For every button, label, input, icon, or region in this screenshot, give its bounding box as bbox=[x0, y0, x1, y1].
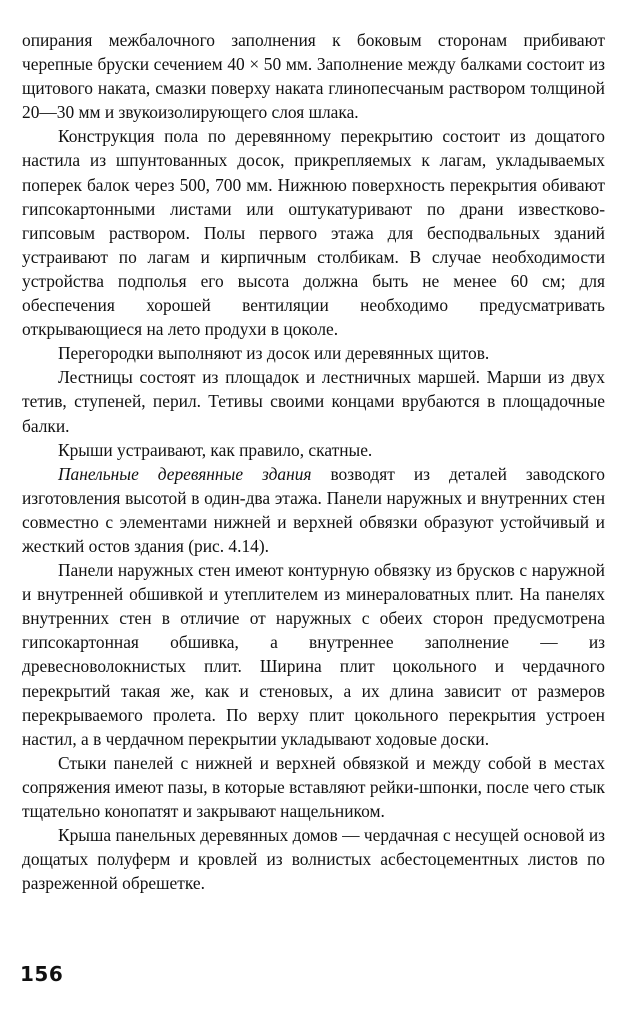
paragraph-9-text: Крыша панельных деревянных домов — чердачная с несущей основой из дощатых полуферм и кровлей из волнистых асбестоцементных листов по разреженной обрешетке. bbox=[22, 825, 605, 894]
page-body bbox=[22, 28, 605, 895]
page-number: 156 bbox=[20, 962, 64, 986]
paragraph-3 bbox=[22, 341, 605, 365]
paragraph-1-text: опирания межбалочного заполнения к боковым сторонам прибивают черепные бруски сечением 40 × 50 мм. Заполнение между балками состоит из щитового наката, смазки поверху наката глинопесчаным раствором толщиной 20—30 мм и звукоизолирующего слоя шлака. bbox=[22, 30, 605, 123]
paragraph-7 bbox=[22, 558, 605, 751]
paragraph-2-text: Конструкция пола по деревянному перекрытию состоит из дощатого настила из шпунтованных досок, прикрепляемых к лагам, укладываемых поперек балок через 500, 700 мм. Нижнюю поверхность перекрытия обивают гипсокартонными листами или оштукатуривают по драни известково-гипсовым раствором. Полы первого этажа для бесподвальных зданий устраивают по лагам и кирпичным столбикам. В случае необходимости устройства подполья его высота должна быть не менее 60 см; для обеспечения хорошей вентиляции необходимо предусматривать открывающиеся на лето продухи в цоколе. bbox=[22, 126, 605, 340]
paragraph-4-text: Лестницы состоят из площадок и лестничных маршей. Марши из двух тетив, ступеней, перил. Тетивы своими концами врубаются в площадочные балки. bbox=[22, 367, 605, 436]
paragraph-7-text: Панели наружных стен имеют контурную обвязку из брусков с наружной и внутренней обшивкой и утеплителем из минераловатных плит. На панелях внутренних стен в отличие от наружных с обеих сторон предусмотрена гипсокартонная обшивка, а внутреннее заполнение — из древесноволокнистых плит. Ширина плит цокольного и чердачного перекрытий такая же, как и стеновых, а их длина зависит от размеров перекрываемого пролета. По верху плит цокольного перекрытия устроен настил, а в чердачном перекрытии укладывают ходовые доски. bbox=[22, 560, 605, 749]
paragraph-8-text: Стыки панелей с нижней и верхней обвязкой и между собой в местах сопряжения имеют пазы, в которые вставляют рейки-шпонки, после чего стык тщательно конопатят и закрывают нащельником. bbox=[22, 752, 605, 821]
paragraph-6-italic-lead: Панельные деревянные здания bbox=[58, 463, 312, 484]
paragraph-5-text: Крыши устраивают, как правило, скатные. bbox=[58, 439, 373, 460]
paragraph-6-text: возводят из деталей заводского изготовления высотой в один-два этажа. Панели наружных и внутренних стен совместно с элементами нижней и верхней обвязки образуют устойчивый и жесткий остов здания (рис. 4.14). bbox=[22, 463, 605, 556]
paragraph-6 bbox=[22, 462, 605, 558]
paragraph-2 bbox=[22, 124, 605, 341]
paragraph-1 bbox=[22, 28, 605, 124]
paragraph-5 bbox=[22, 438, 605, 462]
paragraph-4 bbox=[22, 365, 605, 437]
paragraph-8 bbox=[22, 751, 605, 823]
paragraph-3-text: Перегородки выполняют из досок или деревянных щитов. bbox=[58, 343, 490, 364]
paragraph-9 bbox=[22, 823, 605, 895]
